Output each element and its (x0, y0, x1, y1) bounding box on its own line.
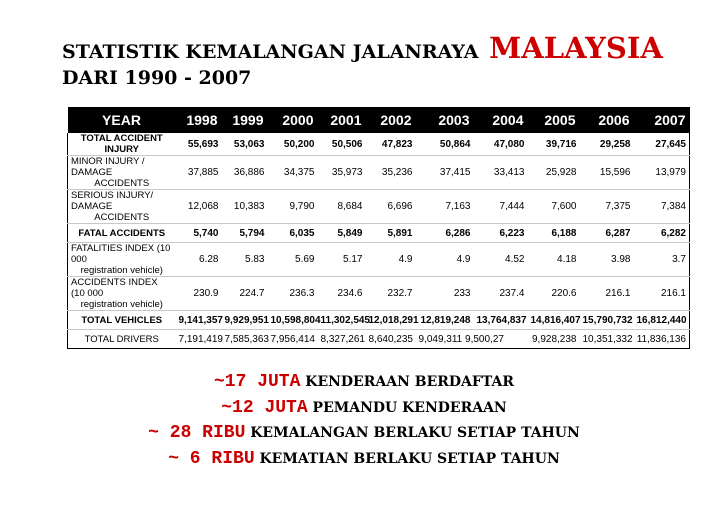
row-label (68, 330, 176, 349)
table-cell: 53,063 (222, 133, 268, 156)
table-cell: 29,258 (580, 133, 634, 156)
table-cell: 9,929,951 (222, 311, 268, 330)
table-cell: 5,740 (176, 224, 222, 243)
table-cell: 9,141,357 (176, 311, 222, 330)
table-cell: 27,645 (634, 133, 690, 156)
page-title (62, 31, 663, 65)
table-cell: 3.7 (634, 243, 690, 277)
row-label-line: ACCIDENTS INDEX (10 000 (71, 277, 158, 299)
table-cell: 7,585,363 (222, 330, 268, 349)
row-label-line: registration vehicle) (80, 299, 163, 310)
table-cell: 5,891 (366, 224, 416, 243)
table-cell: 36,886 (222, 156, 268, 190)
table-cell: 8,684 (318, 190, 366, 224)
column-header-2003: 2003 (416, 107, 474, 133)
table-cell: 7,600 (528, 190, 580, 224)
row-label-line: TOTAL VEHICLES (81, 314, 163, 326)
summary-highlight: ~17 JUTA (213, 372, 301, 392)
table-cell: 6,188 (528, 224, 580, 243)
table-cell: 50,506 (318, 133, 366, 156)
table-cell: 9,049,311 9,500,27 (416, 330, 474, 349)
table-cell: 7,444 (474, 190, 528, 224)
table-cell: 7,384 (634, 190, 690, 224)
column-header-2000: 2000 (268, 107, 318, 133)
table-cell: 5,794 (222, 224, 268, 243)
summary-highlight: ~ 6 RIBU (168, 449, 255, 469)
table-cell: 5.83 (222, 243, 268, 277)
table-cell: 5.69 (268, 243, 318, 277)
table-cell: 233 (416, 277, 474, 311)
table-cell: 3.98 (580, 243, 634, 277)
table-cell: 7,191,419 (176, 330, 222, 349)
summary-text: KEMATIAN BERLAKU SETIAP TAHUN (259, 451, 560, 467)
table-cell: 6,287 (580, 224, 634, 243)
table-cell: 224.7 (222, 277, 268, 311)
table-cell: 216.1 (634, 277, 690, 311)
table-cell: 232.7 (366, 277, 416, 311)
table-cell: 10,383 (222, 190, 268, 224)
table-cell: 10,351,332 (580, 330, 634, 349)
title-main: STATISTIK KEMALANGAN JALANRAYA (62, 41, 479, 63)
table-cell: 14,816,407 (528, 311, 580, 330)
table-cell: 6,696 (366, 190, 416, 224)
row-label (68, 224, 176, 243)
column-header-2006: 2006 (580, 107, 634, 133)
table-row (68, 133, 690, 156)
table-cell: 216.1 (580, 277, 634, 311)
page-subtitle: DARI 1990 - 2007 (62, 67, 252, 89)
table-cell: 6,035 (268, 224, 318, 243)
table-cell: 6.28 (176, 243, 222, 277)
summary-line-vehicles (0, 372, 728, 392)
table-cell: 6,286 (416, 224, 474, 243)
table-cell: 35,973 (318, 156, 366, 190)
table-row (68, 243, 690, 277)
table-header-row (68, 107, 690, 133)
column-header-1999: 1999 (222, 107, 268, 133)
row-label-line: ACCIDENTS (94, 212, 150, 223)
table-cell: 10,598,804 (268, 311, 318, 330)
summary-text: KEMALANGAN BERLAKU SETIAP TAHUN (250, 425, 580, 441)
table-cell: 16,812,440 (634, 311, 690, 330)
row-label-line: registration vehicle) (80, 265, 163, 276)
table-cell: 4.9 (366, 243, 416, 277)
table-cell: 220.6 (528, 277, 580, 311)
row-label-line: TOTAL DRIVERS (84, 333, 159, 345)
table-cell: 13,764,837 (474, 311, 528, 330)
table-cell: 12,068 (176, 190, 222, 224)
table-cell: 47,823 (366, 133, 416, 156)
title-highlight: MALAYSIA (489, 31, 663, 65)
table-cell: 25,928 (528, 156, 580, 190)
row-label-line: ACCIDENTS (94, 178, 150, 189)
table-cell: 234.6 (318, 277, 366, 311)
table-row (68, 156, 690, 190)
table-cell: 4.18 (528, 243, 580, 277)
table-cell: 8,640,235 (366, 330, 416, 349)
table-cell: 39,716 (528, 133, 580, 156)
row-label (68, 190, 176, 224)
column-header-2007: 2007 (634, 107, 690, 133)
row-label-line: TOTAL ACCIDENT INJURY (80, 133, 163, 155)
column-header-2001: 2001 (318, 107, 366, 133)
row-label-line: FATALITIES INDEX (10 000 (71, 243, 171, 265)
summary-text: PEMANDU KENDERAAN (312, 400, 507, 416)
row-label-line: MINOR INJURY / DAMAGE (71, 156, 145, 178)
statistics-table (67, 107, 690, 349)
summary-highlight: ~ 28 RIBU (148, 423, 246, 443)
table-cell: 15,596 (580, 156, 634, 190)
table-row (68, 224, 690, 243)
table-row (68, 311, 690, 330)
table-cell: 12,819,248 (416, 311, 474, 330)
table-cell: 55,693 (176, 133, 222, 156)
column-header-year: YEAR (68, 107, 176, 133)
table-cell: 37,885 (176, 156, 222, 190)
table-cell: 9,928,238 (528, 330, 580, 349)
table-row (68, 330, 690, 349)
column-header-2005: 2005 (528, 107, 580, 133)
table-cell: 237.4 (474, 277, 528, 311)
table-cell: 5.17 (318, 243, 366, 277)
table-cell: 13,979 (634, 156, 690, 190)
table-cell: 15,790,732 (580, 311, 634, 330)
table-cell: 5,849 (318, 224, 366, 243)
table-cell: 12,018,291 (366, 311, 416, 330)
table-cell: 8,327,261 (318, 330, 366, 349)
row-label (68, 133, 176, 156)
table-cell: 47,080 (474, 133, 528, 156)
table-cell: 236.3 (268, 277, 318, 311)
table-row (68, 190, 690, 224)
table-cell: 4.52 (474, 243, 528, 277)
row-label-line: FATAL ACCIDENTS (78, 227, 166, 239)
table-cell: 7,375 (580, 190, 634, 224)
table-cell: 50,200 (268, 133, 318, 156)
table-cell: 50,864 (416, 133, 474, 156)
table-cell: 6,282 (634, 224, 690, 243)
table-cell: 7,956,414 (268, 330, 318, 349)
table-cell: 11,302,545 (318, 311, 366, 330)
summary-line-accidents (0, 423, 728, 443)
table-cell: 33,413 (474, 156, 528, 190)
table-cell: 34,375 (268, 156, 318, 190)
column-header-2004: 2004 (474, 107, 528, 133)
table-cell: 4.9 (416, 243, 474, 277)
row-label (68, 243, 176, 277)
table-cell: 35,236 (366, 156, 416, 190)
table-cell: 37,415 (416, 156, 474, 190)
summary-text: KENDERAAN BERDAFTAR (305, 374, 514, 390)
column-header-2002: 2002 (366, 107, 416, 133)
column-header-1998: 1998 (176, 107, 222, 133)
table-cell: 9,790 (268, 190, 318, 224)
table-cell: 230.9 (176, 277, 222, 311)
table-cell: 11,836,136 (634, 330, 690, 349)
row-label-line: SERIOUS INJURY/ DAMAGE (71, 190, 154, 212)
table-cell: 6,223 (474, 224, 528, 243)
row-label (68, 156, 176, 190)
table-row (68, 277, 690, 311)
row-label (68, 277, 176, 311)
summary-highlight: ~12 JUTA (221, 398, 308, 418)
summary-line-deaths (0, 449, 728, 469)
table-cell: 7,163 (416, 190, 474, 224)
row-label (68, 311, 176, 330)
summary-line-drivers (0, 398, 728, 418)
